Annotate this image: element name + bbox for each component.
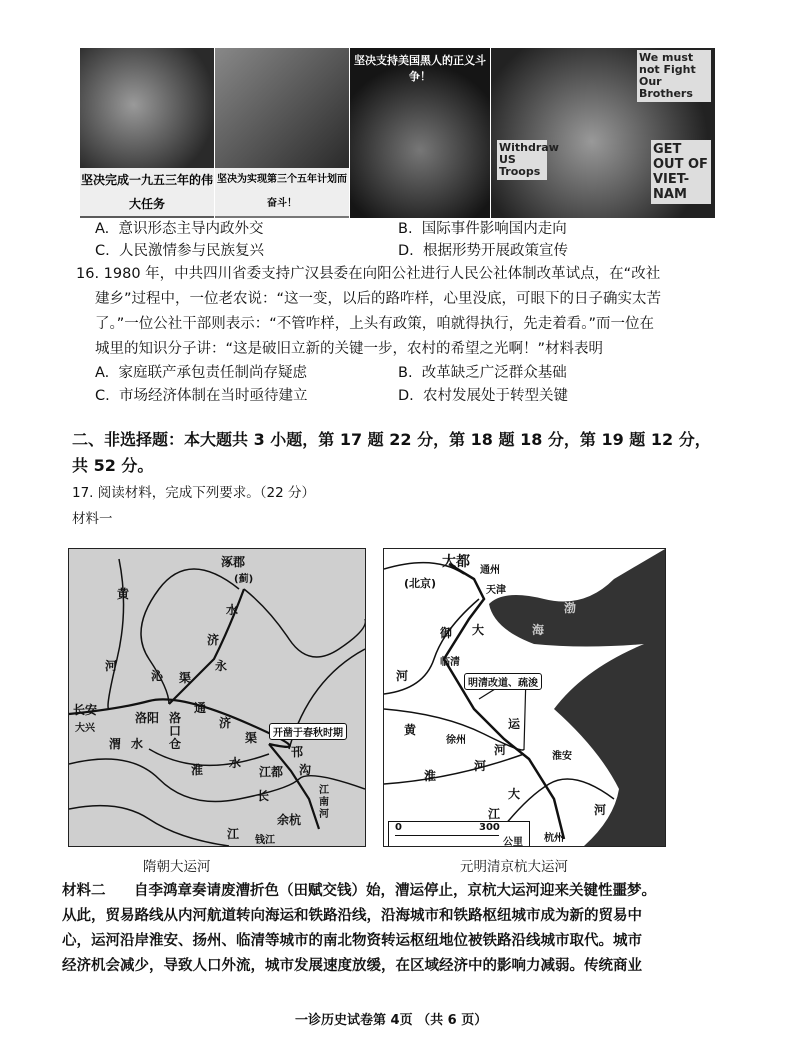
map-label: 济 — [207, 633, 220, 647]
q16-option-a: A. 家庭联产承包责任制尚存疑虑 — [95, 365, 307, 381]
map-label: 海 — [532, 623, 545, 637]
map-label: 水 — [131, 737, 144, 751]
map-label: 通 — [194, 701, 207, 715]
material1-label: 材料一 — [72, 511, 113, 527]
map-label: 长安 — [73, 703, 98, 717]
map-rivers-and-sea — [384, 549, 665, 846]
map-label: 洛口仓 — [169, 711, 182, 751]
map-label: 渠 — [179, 671, 192, 685]
map-label: 涿郡 — [221, 555, 246, 569]
poster-caption: 坚决支持美国黑人的正义斗争！ — [354, 54, 486, 83]
q15-option-a: A. 意识形态主导内政外交 — [95, 221, 264, 237]
map-label: 杭州 — [544, 833, 564, 844]
scale-value: 300 — [479, 822, 500, 833]
map-label: 江都 — [259, 765, 284, 779]
q16-option-d: D. 农村发展处于转型关键 — [398, 388, 568, 404]
q16-option-b: B. 改革缺乏广泛群众基础 — [398, 365, 567, 381]
material2-line: 自李鸿章奏请废漕折色（田赋交钱）始，漕运停止，京杭大运河迎来关键性噩梦。 — [134, 883, 656, 899]
map-label: 大 — [508, 787, 521, 801]
map-label: 运 — [508, 717, 521, 731]
map-label: 河 — [396, 669, 409, 683]
map-label: 徐州 — [446, 735, 466, 746]
map-label: (北京) — [404, 577, 437, 590]
map-label: 沟 — [299, 763, 312, 777]
map-label: (蓟) — [234, 574, 254, 585]
section-heading: 二、非选择题：本大题共 3 小题，第 17 题 22 分，第 18 题 18 分，第 19 题 12 分， — [72, 430, 711, 449]
scale-line — [395, 835, 499, 836]
map-label: 渠 — [245, 731, 258, 745]
map-beijing-hangzhou-grand-canal — [383, 548, 666, 847]
poster-support-black-americans — [350, 48, 490, 218]
map-label: 永 — [215, 659, 228, 673]
q16-option-c: C. 市场经济体制在当时亟待建立 — [95, 388, 308, 404]
q15-option-b: B. 国际事件影响国内走向 — [398, 221, 567, 237]
q16-stem-line: 建乡”过程中，一位老农说：“这一变，以后的路咋样，心里没底，可眼下的日子确实太苦 — [95, 291, 662, 307]
poster-caption: 坚决为实现第三个五年计划而奋斗！ — [215, 168, 349, 216]
map-label: 淮安 — [552, 751, 572, 762]
q17-prompt: 17. 阅读材料，完成下列要求。（22 分） — [72, 485, 315, 501]
map-label: 黄 — [404, 723, 417, 737]
protest-sign: GET OUT OF VIET-NAM — [651, 140, 711, 204]
poster-anti-vietnam-war — [491, 48, 715, 218]
material2-label: 材料二 — [62, 883, 106, 899]
map-label: 长 — [257, 789, 270, 803]
q15-option-c: C. 人民激情参与民族复兴 — [95, 243, 264, 259]
map-label: 江南河 — [319, 785, 329, 820]
q16-stem-line: 城里的知识分子讲：“这是破旧立新的关键一步，农村的希望之光啊！”材料表明 — [95, 341, 604, 357]
map-callout: 开凿于春秋时期 — [269, 723, 347, 740]
map-label: 水 — [226, 603, 239, 617]
poster-1953 — [80, 48, 214, 218]
map-scale-bar — [388, 821, 530, 847]
map-label: 钱江 — [255, 835, 275, 846]
material2-line: 经济机会减少，导致人口外流，城市发展速度放缓，在区域经济中的影响力减弱。传统商业 — [62, 958, 642, 974]
map-label: 江 — [488, 807, 501, 821]
scale-zero: 0 — [395, 822, 402, 833]
map-label: 天津 — [486, 585, 506, 596]
map-label: 大都 — [442, 554, 470, 570]
map-label: 通州 — [480, 565, 500, 576]
material2-line: 心，运河沿岸淮安、扬州、临清等城市的南北物资转运枢纽地位被铁路沿线城市取代。城市 — [62, 933, 642, 949]
map-label: 渤 — [564, 601, 577, 615]
map-label: 余杭 — [277, 813, 302, 827]
map-label: 临清 — [440, 657, 460, 668]
map-callout: 明清改道、疏浚 — [464, 673, 542, 690]
map-label: 水 — [229, 756, 242, 770]
map-label: 河 — [494, 743, 507, 757]
map-label: 渭 — [109, 737, 122, 751]
map-label: 邗 — [291, 745, 304, 759]
map-label: 黄 — [117, 587, 130, 601]
q16-stem-line: 16. 1980 年，中共四川省委支持广汉县委在向阳公社进行人民公社体制改革试点，在“改社 — [76, 266, 661, 282]
map-label: 御 — [440, 626, 453, 640]
map-caption-right: 元明清京杭大运河 — [460, 859, 568, 875]
section-heading-cont: 共 52 分。 — [72, 456, 154, 475]
map-label: 洛阳 — [135, 711, 160, 725]
material2-line: 从此，贸易路线从内河航道转向海运和铁路沿线，沿海城市和铁路枢纽城市成为新的贸易中 — [62, 908, 642, 924]
map-label: 河 — [105, 659, 118, 673]
poster-caption: 坚决完成一九五三年的伟大任务 — [80, 168, 214, 216]
map-label: 大兴 — [75, 723, 95, 734]
map-label: 河 — [474, 759, 487, 773]
q16-stem-line: 了。”一位公社干部则表示：“不管咋样，上头有政策，咱就得执行，先走着看。”而一位在 — [95, 316, 655, 332]
page-footer: 一诊历史试卷第 4页 （共 6 页） — [295, 1013, 488, 1028]
map-label: 淮 — [424, 769, 437, 783]
map-sui-grand-canal — [68, 548, 366, 847]
map-label: 淮 — [191, 763, 204, 777]
map-label: 大 — [472, 623, 485, 637]
map-label: 济 — [219, 716, 232, 730]
map-label: 河 — [594, 803, 607, 817]
map-label: 江 — [227, 827, 240, 841]
map-caption-left: 隋朝大运河 — [143, 859, 211, 875]
map-label: 沁 — [151, 669, 164, 683]
q15-option-d: D. 根据形势开展政策宣传 — [398, 243, 568, 259]
protest-sign: Withdraw US Troops — [499, 141, 559, 178]
protest-sign: We must not Fight Our Brothers — [637, 50, 711, 102]
scale-unit: 公里 — [503, 837, 523, 847]
poster-five-year-plan — [215, 48, 349, 218]
